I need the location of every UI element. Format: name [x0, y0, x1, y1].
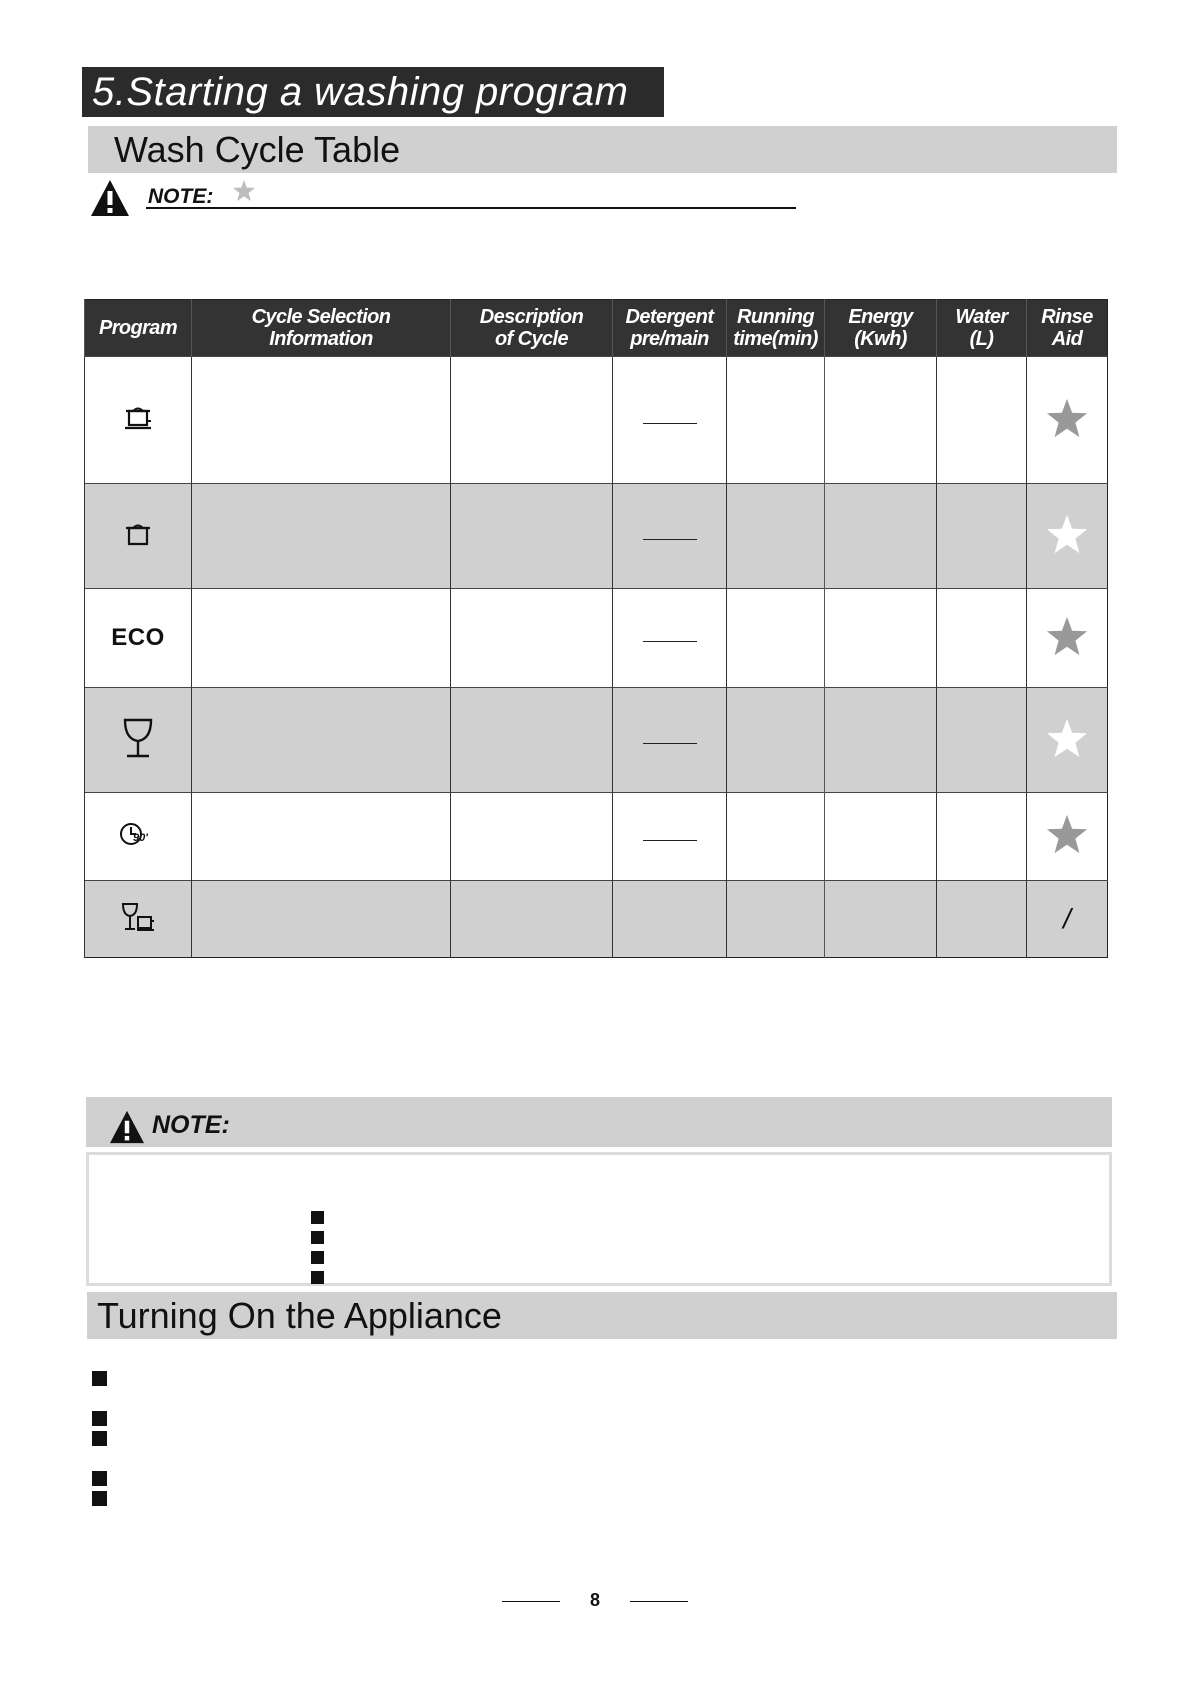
wash-cycle-table [84, 299, 1108, 958]
running-time-cell [727, 793, 825, 881]
cycle-info-cell [192, 484, 451, 589]
star-icon [1045, 813, 1089, 855]
col-detergent: Detergent pre/main [613, 300, 727, 357]
eco-label: ECO [111, 624, 165, 651]
glass-icon [122, 717, 154, 759]
col-program: Program [85, 300, 192, 357]
detergent-cell [613, 881, 727, 958]
note-underline [146, 207, 796, 209]
star-icon [232, 179, 256, 203]
star-icon [1045, 397, 1089, 439]
turning-on-title: Turning On the Appliance [97, 1294, 502, 1336]
note-label: NOTE: [152, 1111, 230, 1139]
detergent-dash [643, 641, 697, 642]
star-icon [1045, 615, 1089, 657]
page-number: 8 [589, 1590, 600, 1610]
star-icon [1045, 717, 1089, 759]
energy-cell [825, 484, 937, 589]
detergent-dash [643, 743, 697, 744]
bullet-square [92, 1471, 107, 1486]
detergent-dash [643, 539, 697, 540]
bottom-note-box [86, 1152, 1112, 1286]
detergent-cell [613, 688, 727, 793]
cycle-info-cell [192, 589, 451, 688]
rinse-aid-none: / [1063, 903, 1071, 934]
table-row [85, 484, 1108, 589]
running-time-cell [727, 357, 825, 484]
energy-cell [825, 688, 937, 793]
water-cell [937, 357, 1027, 484]
program-cell [85, 793, 192, 881]
description-cell [451, 688, 613, 793]
energy-cell [825, 357, 937, 484]
table-row [85, 688, 1108, 793]
intensive-pot-icon [123, 405, 153, 431]
col-description: Description of Cycle [451, 300, 613, 357]
detergent-cell [613, 589, 727, 688]
normal-pot-icon [124, 521, 152, 547]
energy-cell [825, 589, 937, 688]
water-cell [937, 793, 1027, 881]
footer-line-left [502, 1601, 560, 1602]
program-cell [85, 881, 192, 958]
section-title: 5.Starting a washing program [82, 67, 664, 117]
rapid-90-label: 90' [133, 832, 148, 844]
detergent-cell [613, 484, 727, 589]
energy-cell [825, 793, 937, 881]
running-time-cell [727, 589, 825, 688]
description-cell [451, 589, 613, 688]
water-cell [937, 688, 1027, 793]
running-time-cell [727, 881, 825, 958]
bullet-square [92, 1491, 107, 1506]
water-cell [937, 881, 1027, 958]
description-cell [451, 357, 613, 484]
detergent-dash [643, 423, 697, 424]
bullet-square [311, 1231, 324, 1244]
warning-icon [90, 179, 130, 217]
prewash-glass-cup-icon [120, 902, 156, 932]
energy-cell [825, 881, 937, 958]
table-row [85, 793, 1108, 881]
detergent-cell [613, 793, 727, 881]
bullet-square [311, 1271, 324, 1284]
detergent-cell [613, 357, 727, 484]
wash-cycle-table-heading [88, 126, 1117, 173]
bullet-square [92, 1431, 107, 1446]
bullet-square [311, 1251, 324, 1264]
turning-on-heading [87, 1292, 1117, 1339]
description-cell [451, 793, 613, 881]
rinse-aid-cell [1027, 881, 1108, 958]
cycle-info-cell [192, 793, 451, 881]
rinse-aid-cell [1027, 484, 1108, 589]
cycle-info-cell [192, 357, 451, 484]
bullet-square [311, 1211, 324, 1224]
rinse-aid-cell [1027, 357, 1108, 484]
rapid-90-icon [119, 819, 157, 849]
note-label: NOTE: [148, 185, 214, 208]
rinse-aid-cell [1027, 688, 1108, 793]
col-rinse-aid: Rinse Aid [1027, 300, 1108, 357]
wash-cycle-table-title: Wash Cycle Table [114, 128, 401, 170]
bullet-square [92, 1371, 107, 1386]
program-cell [85, 688, 192, 793]
star-icon [1045, 513, 1089, 555]
table-header-row [85, 300, 1108, 357]
table-row [85, 881, 1108, 958]
running-time-cell [727, 688, 825, 793]
col-water: Water (L) [937, 300, 1027, 357]
col-cycle-selection: Cycle Selection Information [192, 300, 451, 357]
bottom-note-header [86, 1097, 1112, 1147]
cycle-info-cell [192, 688, 451, 793]
col-energy: Energy (Kwh) [825, 300, 937, 357]
table-row [85, 589, 1108, 688]
cycle-info-cell [192, 881, 451, 958]
description-cell [451, 484, 613, 589]
warning-icon [109, 1110, 145, 1144]
rinse-aid-cell [1027, 589, 1108, 688]
program-cell [85, 484, 192, 589]
table-row [85, 357, 1108, 484]
col-running-time: Running time(min) [727, 300, 825, 357]
water-cell [937, 484, 1027, 589]
rinse-aid-cell [1027, 793, 1108, 881]
detergent-dash [643, 840, 697, 841]
description-cell [451, 881, 613, 958]
bullet-square [92, 1411, 107, 1426]
program-cell [85, 589, 192, 688]
wash-table-note [90, 179, 800, 225]
program-cell [85, 357, 192, 484]
footer-line-right [630, 1601, 688, 1602]
water-cell [937, 589, 1027, 688]
running-time-cell [727, 484, 825, 589]
